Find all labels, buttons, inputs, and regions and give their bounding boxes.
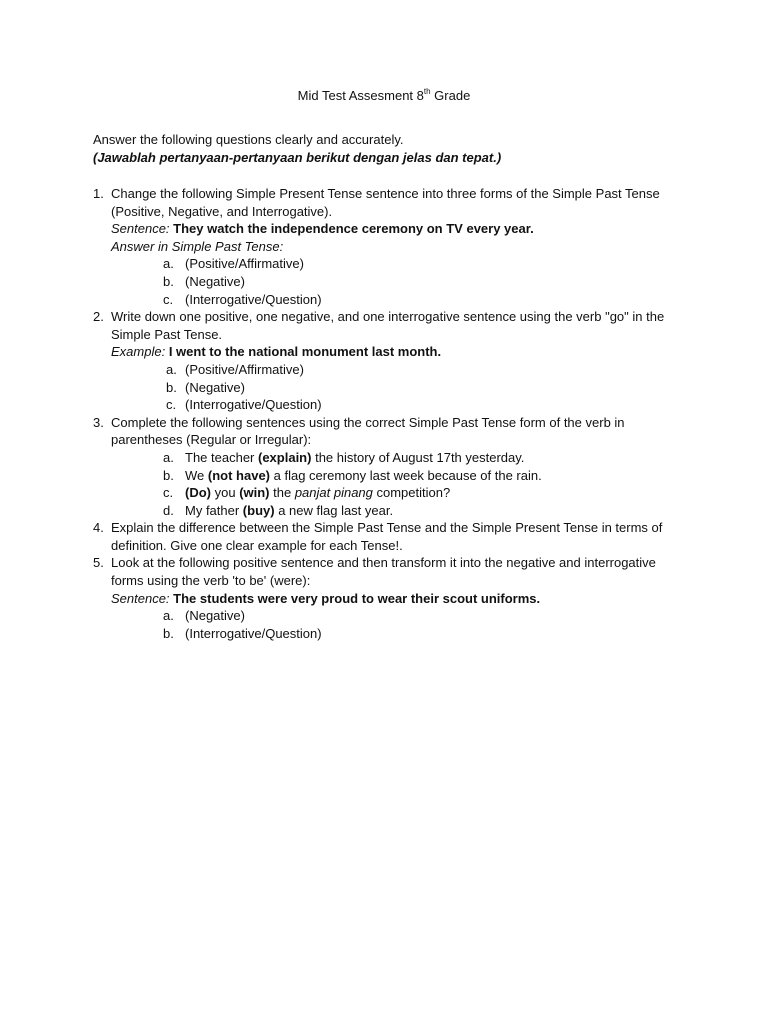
- question-text: Change the following Simple Present Tense sentence into three forms of the Simple Past Tense: [111, 186, 660, 201]
- exercise-item: [93, 449, 683, 467]
- item-italic: panjat pinang: [294, 485, 373, 501]
- answer-item: [93, 607, 683, 625]
- item-post: competition?: [372, 485, 451, 501]
- question-4: [93, 519, 683, 554]
- item-letter: b.: [163, 625, 174, 641]
- question-number: 5.: [93, 555, 104, 571]
- question-number: 1.: [93, 186, 104, 201]
- question-text: forms using the verb 'to be' (were):: [111, 573, 311, 589]
- item-text: (Interrogative/Question): [185, 625, 322, 641]
- item-letter: a.: [166, 361, 177, 377]
- title-suffix: Grade: [430, 88, 471, 103]
- item-text: (Interrogative/Question): [185, 291, 322, 307]
- question-text: Complete the following sentences using the correct Simple Past Tense form of the verb in: [111, 414, 625, 430]
- item-text: (Interrogative/Question): [185, 397, 322, 413]
- example-label: Example:: [111, 344, 166, 360]
- sentence-text: The students were very proud to wear their scout uniforms.: [173, 590, 541, 606]
- question-text: parentheses (Regular or Irregular):: [111, 432, 312, 448]
- question-1: [93, 185, 683, 255]
- item-verb: (buy): [242, 502, 275, 518]
- sentence-text: They watch the independence ceremony on TV every year.: [173, 221, 534, 237]
- exercise-item: [93, 502, 683, 520]
- item-pre: My father: [185, 502, 243, 518]
- item-post: a flag ceremony last week because of the rain.: [270, 467, 542, 483]
- sentence-label: Sentence:: [111, 221, 170, 237]
- item-verb: (win): [239, 485, 270, 501]
- item-letter: b.: [166, 379, 177, 395]
- answer-label: Answer in Simple Past Tense:: [111, 238, 284, 254]
- item-text: (Negative): [185, 379, 245, 395]
- item-text: (Negative): [185, 273, 245, 289]
- question-text: Simple Past Tense.: [111, 326, 223, 342]
- item-verb: (Do): [185, 485, 211, 501]
- instructions: [93, 131, 693, 166]
- item-pre: We: [185, 467, 208, 483]
- question-text: definition. Give one clear example for each Tense!.: [111, 537, 403, 553]
- question-list: [93, 185, 683, 642]
- question-text: Write down one positive, one negative, and one interrogative sentence using the verb "go" in the: [111, 309, 665, 325]
- item-letter: a.: [163, 449, 174, 465]
- question-text: (Positive, Negative, and Interrogative).: [111, 203, 333, 219]
- answer-item: [93, 396, 683, 414]
- question-number: 4.: [93, 520, 104, 536]
- item-letter: d.: [163, 502, 174, 518]
- question-number: 3.: [93, 414, 104, 430]
- item-letter: c.: [166, 397, 177, 413]
- sentence-label: Sentence:: [111, 590, 170, 606]
- item-verb: (explain): [258, 449, 312, 465]
- question-2: [93, 308, 683, 361]
- item-pre: The teacher: [185, 449, 258, 465]
- sentence-line: [111, 590, 683, 608]
- page-title: [0, 87, 768, 105]
- item-letter: c.: [163, 291, 174, 307]
- item-text: (Positive/Affirmative): [185, 256, 304, 272]
- item-mid: you: [211, 485, 240, 501]
- item-post: a new flag last year.: [274, 502, 394, 518]
- question-5: [93, 554, 683, 607]
- item-mid: the: [269, 485, 295, 501]
- item-letter: a.: [163, 256, 174, 272]
- title-text: Mid Test Assesment 8: [297, 88, 424, 103]
- example-text: I went to the national monument last month.: [168, 344, 442, 360]
- example-line: [111, 343, 683, 361]
- answer-item: [93, 361, 683, 379]
- instruction-english: Answer the following questions clearly and accurately.: [93, 132, 404, 147]
- exercise-item: [93, 467, 683, 485]
- answer-item: [93, 273, 683, 291]
- item-text: (Positive/Affirmative): [185, 361, 304, 377]
- exercise-item: [93, 484, 683, 502]
- item-verb: (not have): [207, 467, 271, 483]
- answer-item: [93, 379, 683, 397]
- item-letter: c.: [163, 485, 174, 501]
- item-letter: a.: [163, 608, 174, 624]
- title-superscript: th: [423, 87, 431, 96]
- item-text: (Negative): [185, 608, 245, 624]
- question-number: 2.: [93, 309, 104, 325]
- item-letter: b.: [163, 273, 174, 289]
- question-3: [93, 414, 683, 449]
- instruction-indonesian: (Jawablah pertanyaan-pertanyaan berikut dengan jelas dan tepat.): [93, 149, 502, 165]
- item-letter: b.: [163, 467, 174, 483]
- answer-item: [93, 625, 683, 643]
- question-text: Look at the following positive sentence and then transform it into the negative and interrogative: [111, 555, 656, 571]
- item-post: the history of August 17th yesterday.: [311, 449, 525, 465]
- answer-item: [93, 255, 683, 273]
- sentence-line: [111, 220, 683, 238]
- question-text: Explain the difference between the Simple Past Tense and the Simple Present Tense in terms of: [111, 520, 663, 536]
- answer-item: [93, 291, 683, 309]
